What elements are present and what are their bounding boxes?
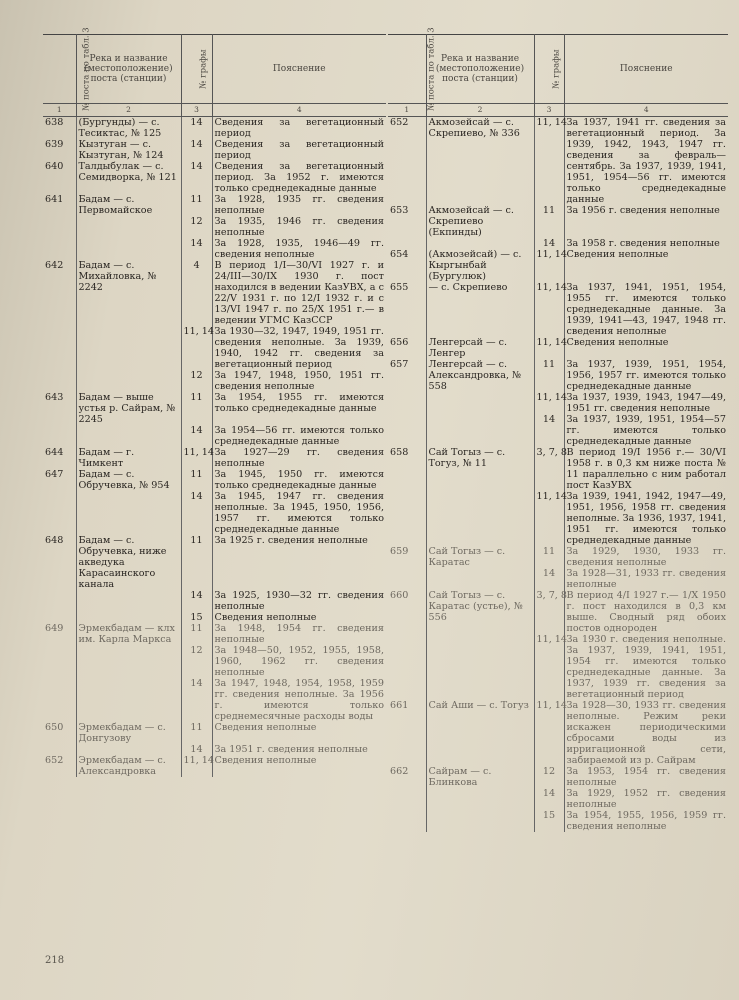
column-number-cell: 14 (181, 678, 212, 722)
river-cell: Акмозейсай — с. Скрепиево (Екпинды) (426, 205, 534, 238)
post-number-cell (43, 326, 76, 370)
river-cell (426, 634, 534, 700)
note-cell: За 1928—31, 1933 гг. сведения неполные (564, 568, 728, 590)
post-number-cell (43, 425, 76, 447)
post-number-cell: 642 (45, 260, 64, 271)
column-number-cell: 11, 14 (534, 491, 564, 546)
note-cell: За 1954—56 гг. имеются только среднедекадные данные (212, 425, 386, 447)
post-number-cell: 638 (45, 117, 64, 128)
column-number-cell: 11, 14 (181, 326, 212, 370)
note-cell: За 1930—32, 1947, 1949, 1951 гг. сведения неполные. За 1939, 1940, 1942 гг. сведения за вегетационный период (212, 326, 386, 370)
river-cell (426, 392, 534, 414)
note-cell: За 1951 г. сведения неполные (212, 744, 386, 755)
post-number-cell (388, 414, 426, 447)
column-number-cell: 14 (181, 161, 212, 194)
column-number-cell: 11 (181, 722, 212, 744)
river-cell (426, 491, 534, 546)
table-row (43, 491, 386, 535)
post-number-cell: 647 (45, 469, 64, 480)
river-cell (76, 590, 181, 612)
post-number-cell: 639 (45, 139, 64, 150)
header-num-1: 1 (388, 104, 426, 117)
note-cell: За 1937, 1939, 1943, 1947—49, 1951 гг. сведения неполные (564, 392, 728, 414)
river-cell: Эрмекбадам — с. Александровка (76, 755, 181, 777)
column-number-cell: 14 (534, 788, 564, 810)
table-row (43, 139, 386, 161)
table-row (43, 755, 386, 777)
table-row (43, 161, 386, 194)
table-row (388, 117, 728, 206)
river-cell: Кызтуган — с. Кызтуган, № 124 (76, 139, 181, 161)
note-cell: Сведения неполные (212, 755, 386, 777)
post-number-cell (43, 590, 76, 612)
column-number-cell: 14 (181, 117, 212, 140)
note-cell: За 1945, 1950 гг. имеются только среднедекадные данные (212, 469, 386, 491)
post-number-cell: 649 (45, 623, 64, 634)
table-row (43, 216, 386, 238)
post-number-cell (43, 216, 76, 238)
note-cell: За 1953, 1954 гг. сведения неполные (564, 766, 728, 788)
post-number-cell: 640 (45, 161, 64, 172)
note-cell: За 1937, 1939, 1951, 1954—57 гг. имеются только среднедекадные данные (564, 414, 728, 447)
river-cell: Сай Тогыз — с. Каратас (устье), № 556 (426, 590, 534, 634)
post-number-cell: 652 (45, 755, 64, 766)
post-number-cell (43, 744, 76, 755)
table-row (43, 722, 386, 744)
river-cell: (Акмозейсай) — с. Кыргынбай (Бургулюк) (426, 249, 534, 282)
right-table (388, 27, 728, 832)
river-cell (76, 678, 181, 722)
column-number-cell: 3, 7, 8 (534, 590, 564, 634)
header-num-3: 3 (181, 104, 212, 117)
note-cell: За 1948—50, 1952, 1955, 1958, 1960, 1962 гг. сведения неполные (212, 645, 386, 678)
river-cell (76, 425, 181, 447)
table-row (388, 238, 728, 249)
note-cell: В период 1/I—30/VI 1927 г. и 24/III—30/IX 1930 г. пост находился в ведении КазУВХ, а с 22/V 1931 г. по 12/I 1932 г. и с 13/VI 1947 г. по 25/X 1951 г.— в ведении УГМС КазССР (212, 260, 386, 326)
table-row (388, 337, 728, 359)
column-number-cell: 15 (181, 612, 212, 623)
column-number-cell: 11 (181, 623, 212, 645)
column-number-cell: 14 (534, 238, 564, 249)
table-row (388, 788, 728, 810)
note-cell: Сведения за вегетационный период. За 1952 г. имеются только среднедекадные данные (212, 161, 386, 194)
note-cell: Сведения неполные (564, 337, 728, 359)
river-cell (76, 238, 181, 260)
post-number-cell (388, 392, 426, 414)
river-cell (76, 491, 181, 535)
table-row (388, 282, 728, 337)
table-row (388, 634, 728, 700)
header-num-4: 4 (212, 104, 386, 117)
header-note: Пояснение (564, 35, 728, 104)
river-cell: Сайрам — с. Блинкова (426, 766, 534, 788)
column-number-cell: 11, 14 (534, 337, 564, 359)
note-cell: Сведения неполные (212, 612, 386, 623)
river-cell: Бадам — г. Чимкент (76, 447, 181, 469)
post-number-cell: 660 (390, 590, 409, 601)
table-row (43, 370, 386, 392)
note-cell: Сведения неполные (564, 249, 728, 282)
table-row (43, 590, 386, 612)
column-number-cell: 14 (534, 568, 564, 590)
river-cell (76, 326, 181, 370)
column-number-cell: 14 (181, 238, 212, 260)
table-row (388, 392, 728, 414)
post-number-cell (43, 370, 76, 392)
note-cell: За 1947, 1948, 1950, 1951 гг. сведения неполные (212, 370, 386, 392)
note-cell: За 1925, 1930—32 гг. сведения неполные (212, 590, 386, 612)
note-cell: За 1928, 1935, 1946—49 гг. сведения неполные (212, 238, 386, 260)
river-cell: Ленгерсай — с. Ленгер (426, 337, 534, 359)
post-number-cell (43, 238, 76, 260)
post-number-cell (43, 612, 76, 623)
column-number-cell: 12 (181, 645, 212, 678)
post-number-cell (388, 568, 426, 590)
column-number-cell: 14 (181, 425, 212, 447)
river-cell: Бадам — с. Первомайское (76, 194, 181, 216)
column-number-cell: 11, 14 (534, 249, 564, 282)
river-cell (76, 645, 181, 678)
column-number-cell: 12 (181, 370, 212, 392)
river-cell (426, 414, 534, 447)
table-row (43, 260, 386, 326)
river-cell: Акмозейсай — с. Скрепиево, № 336 (426, 117, 534, 206)
river-cell: Сай Тогыз — с. Тогуз, № 11 (426, 447, 534, 491)
column-number-cell: 11 (181, 392, 212, 425)
post-number-cell: 652 (390, 117, 409, 128)
note-cell: Сведения неполные (212, 722, 386, 744)
post-number-cell: 656 (390, 337, 409, 348)
column-number-cell: 12 (534, 766, 564, 788)
column-number-cell: 11, 14 (181, 447, 212, 469)
river-cell: Сай Тогыз — с. Каратас (426, 546, 534, 568)
note-cell: За 1945, 1947 гг. сведения неполные. За 1945, 1950, 1956, 1957 гг. имеются только среднедекадные данные (212, 491, 386, 535)
post-number-cell: 653 (390, 205, 409, 216)
note-cell: За 1927—29 гг. сведения неполные (212, 447, 386, 469)
post-number-cell: 655 (390, 282, 409, 293)
table-row (43, 326, 386, 370)
table-row (43, 447, 386, 469)
page-number: 218 (45, 955, 65, 966)
note-cell: За 1930 г. сведения неполные. За 1937, 1939, 1941, 1951, 1954 гг. имеются только среднедекадные данные. За 1937, 1939 гг. сведения за вегетационный период (564, 634, 728, 700)
river-cell (76, 370, 181, 392)
column-number-cell: 14 (181, 491, 212, 535)
header-num-3: 3 (534, 104, 564, 117)
note-cell: За 1928, 1935 гг. сведения неполные (212, 194, 386, 216)
river-cell (426, 238, 534, 249)
table-row (43, 194, 386, 216)
header-num-2: 2 (76, 104, 181, 117)
post-number-cell (388, 491, 426, 546)
note-cell: За 1954, 1955 гг. имеются только среднедекадные данные (212, 392, 386, 425)
river-cell: Бадам — выше устья р. Сайрам, № 2245 (76, 392, 181, 425)
note-cell: За 1954, 1955, 1956, 1959 гг. сведения неполные (564, 810, 728, 832)
table-row (388, 447, 728, 491)
note-cell: Сведения за вегетационный период (212, 117, 386, 140)
note-cell: За 1929, 1952 гг. сведения неполные (564, 788, 728, 810)
table-row (43, 678, 386, 722)
table-row (388, 491, 728, 546)
post-number-cell (388, 634, 426, 700)
header-num-2: 2 (426, 104, 534, 117)
header-column-number: № графы (181, 35, 212, 104)
post-number-cell: 659 (390, 546, 409, 557)
left-table (43, 27, 386, 777)
column-number-cell: 4 (181, 260, 212, 326)
river-cell: Сай Аши — с. Тогуз (426, 700, 534, 766)
post-number-cell (43, 678, 76, 722)
table-row (388, 766, 728, 788)
column-number-cell: 15 (534, 810, 564, 832)
right-table-body (388, 117, 728, 833)
post-number-cell: 643 (45, 392, 64, 403)
column-number-cell: 12 (181, 216, 212, 238)
river-cell: Бадам — с. Обручевка, ниже акведука Карасаинского канала (76, 535, 181, 590)
table-row (43, 238, 386, 260)
column-number-cell: 14 (534, 414, 564, 447)
post-number-cell: 650 (45, 722, 64, 733)
header-river: Река и название (местоположение) поста (станции) (426, 35, 534, 104)
river-cell (76, 744, 181, 755)
note-cell: В период 19/I 1956 г.— 30/VI 1958 г. в 0,3 км ниже поста № 11 параллельно с ним работал пост КазУВХ (564, 447, 728, 491)
column-number-cell: 11 (181, 535, 212, 590)
header-river: Река и название (местоположение) поста (станции) (76, 35, 181, 104)
post-number-cell: 657 (390, 359, 409, 370)
river-cell (76, 612, 181, 623)
post-number-cell: 658 (390, 447, 409, 458)
note-cell: За 1937, 1941, 1951, 1954, 1955 гг. имеются только среднедекадные данные. За 1939, 1941—43, 1947, 1948 гг. сведения неполные (564, 282, 728, 337)
post-number-cell (43, 645, 76, 678)
table-row (43, 612, 386, 623)
note-cell: За 1947, 1948, 1954, 1958, 1959 гг. сведения неполные. За 1956 г. имеются только среднемесячные расходы воды (212, 678, 386, 722)
river-cell: Ленгерсай — с. Александровка, № 558 (426, 359, 534, 392)
column-number-cell: 11 (534, 546, 564, 568)
note-cell: За 1937, 1941 гг. сведения за вегетационный период. За 1939, 1942, 1943, 1947 гг. сведения за февраль—сентябрь. За 1937, 1939, 1941, 1951, 1954—56 гг. имеются только среднедекадные данные (564, 117, 728, 206)
note-cell: За 1958 г. сведения неполные (564, 238, 728, 249)
note-cell: За 1928—30, 1933 гг. сведения неполные. Режим реки искажен периодическими сбросами воды из ирригационной сети, забираемой из р. Сайрам (564, 700, 728, 766)
table-row (388, 414, 728, 447)
post-number-cell: 641 (45, 194, 64, 205)
river-cell (426, 810, 534, 832)
river-cell (76, 216, 181, 238)
river-cell (426, 788, 534, 810)
column-number-cell: 14 (181, 590, 212, 612)
post-number-cell (388, 788, 426, 810)
left-table-half (43, 27, 386, 777)
table-row (43, 535, 386, 590)
table-row (388, 590, 728, 634)
table-row (388, 205, 728, 238)
river-cell: Бадам — с. Обручевка, № 954 (76, 469, 181, 491)
table-row (43, 469, 386, 491)
post-number-cell: 654 (390, 249, 409, 260)
table-row (43, 392, 386, 425)
river-cell: Бадам — с. Михайловка, № 2242 (76, 260, 181, 326)
column-number-cell: 11 (534, 205, 564, 238)
note-cell: За 1956 г. сведения неполные (564, 205, 728, 238)
column-number-cell: 3, 7, 8 (534, 447, 564, 491)
column-number-cell: 11 (181, 194, 212, 216)
note-cell: Сведения за вегетационный период (212, 139, 386, 161)
column-number-cell: 11, 14 (534, 117, 564, 206)
table-row (43, 425, 386, 447)
post-number-cell: 662 (390, 766, 409, 777)
table-row (388, 249, 728, 282)
note-cell: За 1937, 1939, 1951, 1954, 1956, 1957 гг. имеются только среднедекадные данные (564, 359, 728, 392)
post-number-cell: 648 (45, 535, 64, 546)
post-number-cell (43, 491, 76, 535)
river-cell: Эрмекбадам — с. Донгузову (76, 722, 181, 744)
header-post-number: № поста по табл. 3 (43, 35, 76, 104)
left-table-body (43, 117, 386, 778)
table-row (388, 810, 728, 832)
table-row (43, 117, 386, 140)
header-note: Пояснение (212, 35, 386, 104)
river-cell: — с. Скрепиево (426, 282, 534, 337)
note-cell: За 1929, 1930, 1933 гг. сведения неполные (564, 546, 728, 568)
table-row (388, 359, 728, 392)
column-number-cell: 14 (181, 139, 212, 161)
post-number-cell: 661 (390, 700, 409, 711)
post-number-cell (388, 238, 426, 249)
column-number-cell: 11, 14 (534, 634, 564, 700)
column-number-cell: 11, 14 (534, 700, 564, 766)
river-cell: (Бургунды) — с. Тесиктас, № 125 (76, 117, 181, 140)
right-table-half (388, 27, 728, 832)
header-column-number: № графы (534, 35, 564, 104)
header-post-number: № поста по табл. 3 (388, 35, 426, 104)
note-cell: В период 4/I 1927 г.— 1/X 1950 г. пост находился в 0,3 км выше. Сводный ряд обоих постов однороден (564, 590, 728, 634)
river-cell (426, 568, 534, 590)
column-number-cell: 11 (534, 359, 564, 392)
note-cell: За 1935, 1946 гг. сведения неполные (212, 216, 386, 238)
header-num-1: 1 (43, 104, 76, 117)
column-number-cell: 11, 14 (534, 282, 564, 337)
note-cell: За 1939, 1941, 1942, 1947—49, 1951, 1956, 1958 гг. сведения неполные. За 1936, 1937, 1941, 1951 гг. имеются только среднедекадные данные (564, 491, 728, 546)
river-cell: Талдыбулак — с. Семидворка, № 121 (76, 161, 181, 194)
column-number-cell: 11, 14 (181, 755, 212, 777)
post-number-cell: 644 (45, 447, 64, 458)
column-number-cell: 11 (181, 469, 212, 491)
table-row (43, 645, 386, 678)
table-row (388, 568, 728, 590)
table-row (43, 744, 386, 755)
note-cell: За 1925 г. сведения неполные (212, 535, 386, 590)
table-row (388, 546, 728, 568)
header-num-4: 4 (564, 104, 728, 117)
table-row (43, 623, 386, 645)
table-row (388, 700, 728, 766)
note-cell: За 1948, 1954 гг. сведения неполные (212, 623, 386, 645)
post-number-cell (388, 810, 426, 832)
column-number-cell: 11, 14 (534, 392, 564, 414)
river-cell: Эрмекбадам — клх им. Карла Маркса (76, 623, 181, 645)
column-number-cell: 14 (181, 744, 212, 755)
